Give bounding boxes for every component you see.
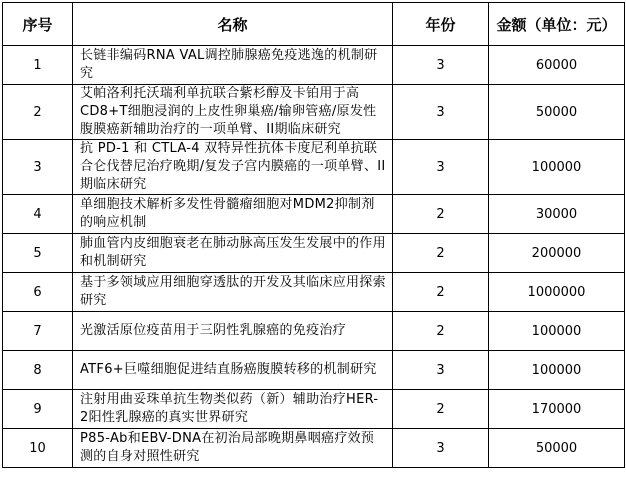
table-row [3, 46, 625, 85]
table-row [3, 390, 625, 429]
row-year: 3 [393, 85, 489, 140]
row-year: 2 [393, 195, 489, 234]
row-amount: 1000000 [489, 273, 625, 312]
header-year: 年份 [393, 3, 489, 46]
table-row [3, 195, 625, 234]
row-amount: 50000 [489, 85, 625, 140]
row-index: 1 [3, 46, 73, 85]
row-name: ATF6+巨噬细胞促进结直肠癌腹膜转移的机制研究 [73, 351, 393, 390]
row-index: 9 [3, 390, 73, 429]
project-table [2, 2, 625, 468]
table-row [3, 312, 625, 351]
header-amount: 金额（单位：元） [489, 3, 625, 46]
row-name: 光激活原位疫苗用于三阴性乳腺癌的免疫治疗 [73, 312, 393, 351]
row-year: 3 [393, 429, 489, 468]
row-amount: 200000 [489, 234, 625, 273]
row-amount: 60000 [489, 46, 625, 85]
row-year: 2 [393, 390, 489, 429]
table-header-row [3, 3, 625, 46]
row-year: 2 [393, 234, 489, 273]
row-name: P85-Ab和EBV-DNA在初治局部晚期鼻咽癌疗效预测的自身对照性研究 [73, 429, 393, 468]
row-name: 抗 PD-1 和 CTLA-4 双特异性抗体卡度尼利单抗联合仑伐替尼治疗晚期/复发子宫内膜癌的一项单臂、II期临床研究 [73, 140, 393, 195]
table-row [3, 351, 625, 390]
row-year: 2 [393, 273, 489, 312]
row-name: 艾帕洛利托沃瑞利单抗联合紫杉醇及卡铂用于高CD8+T细胞浸润的上皮性卵巢癌/输卵管癌/原发性腹膜癌新辅助治疗的一项单臂、II期临床研究 [73, 85, 393, 140]
row-index: 3 [3, 140, 73, 195]
row-index: 8 [3, 351, 73, 390]
table-row [3, 140, 625, 195]
row-year: 3 [393, 46, 489, 85]
row-index: 4 [3, 195, 73, 234]
table-row [3, 234, 625, 273]
table-row [3, 85, 625, 140]
header-name: 名称 [73, 3, 393, 46]
row-name: 基于多领域应用细胞穿透肽的开发及其临床应用探索研究 [73, 273, 393, 312]
row-index: 10 [3, 429, 73, 468]
row-index: 6 [3, 273, 73, 312]
row-year: 3 [393, 140, 489, 195]
row-name: 肺血管内皮细胞衰老在肺动脉高压发生发展中的作用和机制研究 [73, 234, 393, 273]
row-name: 注射用曲妥珠单抗生物类似药（新）辅助治疗HER-2阳性乳腺癌的真实世界研究 [73, 390, 393, 429]
row-name: 单细胞技术解析多发性骨髓瘤细胞对MDM2抑制剂的响应机制 [73, 195, 393, 234]
row-year: 2 [393, 312, 489, 351]
row-amount: 100000 [489, 140, 625, 195]
row-name: 长链非编码RNA VAL调控肺腺癌免疫逃逸的机制研究 [73, 46, 393, 85]
table-row [3, 429, 625, 468]
table-row [3, 273, 625, 312]
row-year: 3 [393, 351, 489, 390]
row-amount: 30000 [489, 195, 625, 234]
row-index: 2 [3, 85, 73, 140]
header-index: 序号 [3, 3, 73, 46]
row-amount: 100000 [489, 351, 625, 390]
row-index: 7 [3, 312, 73, 351]
row-amount: 100000 [489, 312, 625, 351]
row-index: 5 [3, 234, 73, 273]
row-amount: 50000 [489, 429, 625, 468]
row-amount: 170000 [489, 390, 625, 429]
